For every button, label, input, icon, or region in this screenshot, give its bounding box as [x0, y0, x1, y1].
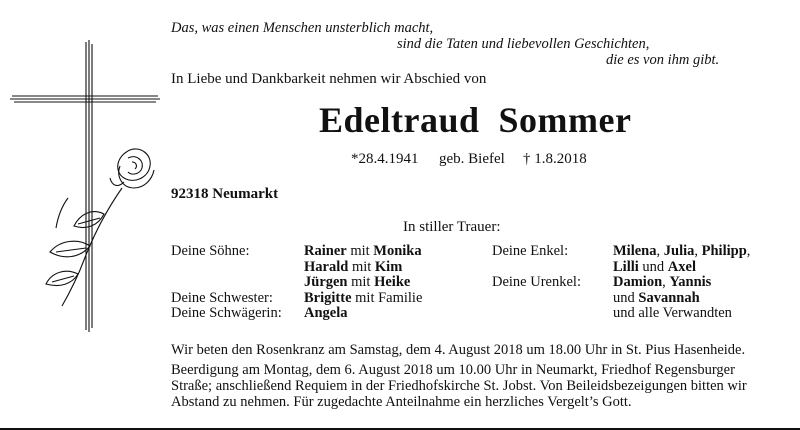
son-entry: Jürgen mit Heike [304, 274, 411, 290]
quote-line-1: Das, was einen Menschen unsterblich macht, [171, 20, 434, 36]
death-date: † 1.8.2018 [523, 151, 587, 167]
grandchildren-line-1: Milena, Julia, Philipp, [613, 243, 751, 259]
quote-line-2: sind die Taten und liebevollen Geschichten, [397, 36, 650, 52]
maiden-name: geb. Biefel [439, 151, 505, 167]
greatgrandchildren-label: Deine Urenkel: [492, 274, 581, 290]
greatgrandchildren-line-1: Damion, Yannis [613, 274, 712, 290]
deceased-name: Edeltraud Sommer [319, 100, 632, 140]
sisterinlaw-label: Deine Schwägerin: [171, 305, 282, 321]
son-entry: Rainer mit Monika [304, 243, 422, 259]
mourning-heading: In stiller Trauer: [403, 219, 501, 235]
intro-text: In Liebe und Dankbarkeit nehmen wir Abschied von [171, 71, 487, 87]
sisterinlaw-name: Angela [304, 305, 348, 321]
sons-label: Deine Söhne: [171, 243, 250, 259]
grandchildren-label: Deine Enkel: [492, 243, 569, 259]
burial-text: Beerdigung am Montag, dem 6. August 2018 um 10.00 Uhr in Neumarkt, Friedhof Regensburger Straße; anschließend Requiem in der Friedhofskirche St. Jobst. Von Beileidsbezeigungen bitten wir Abstand zu nehmen. Für zugedachte Anteilnahme ein herzliches Vergelt’s Gott. [171, 362, 747, 410]
relatives-text: und alle Verwandten [613, 305, 732, 321]
mourners-right [492, 244, 782, 324]
grandchildren-line-2: Lilli und Axel [613, 258, 696, 275]
cross-with-rose-icon [8, 38, 168, 338]
location: 92318 Neumarkt [171, 186, 279, 202]
mourners-left [171, 244, 471, 324]
sister-label: Deine Schwester: [171, 289, 273, 306]
birth-date: *28.4.1941 [351, 151, 419, 167]
son-entry: Harald mit Kim [304, 258, 403, 275]
quote-line-3: die es von ihm gibt. [606, 52, 720, 68]
rosary-text: Wir beten den Rosenkranz am Samstag, dem 4. August 2018 um 18.00 Uhr in St. Pius Hasenheide. [171, 342, 746, 358]
sister-entry: Brigitte mit Familie [304, 289, 423, 306]
greatgrandchildren-line-2: und Savannah [613, 289, 700, 306]
